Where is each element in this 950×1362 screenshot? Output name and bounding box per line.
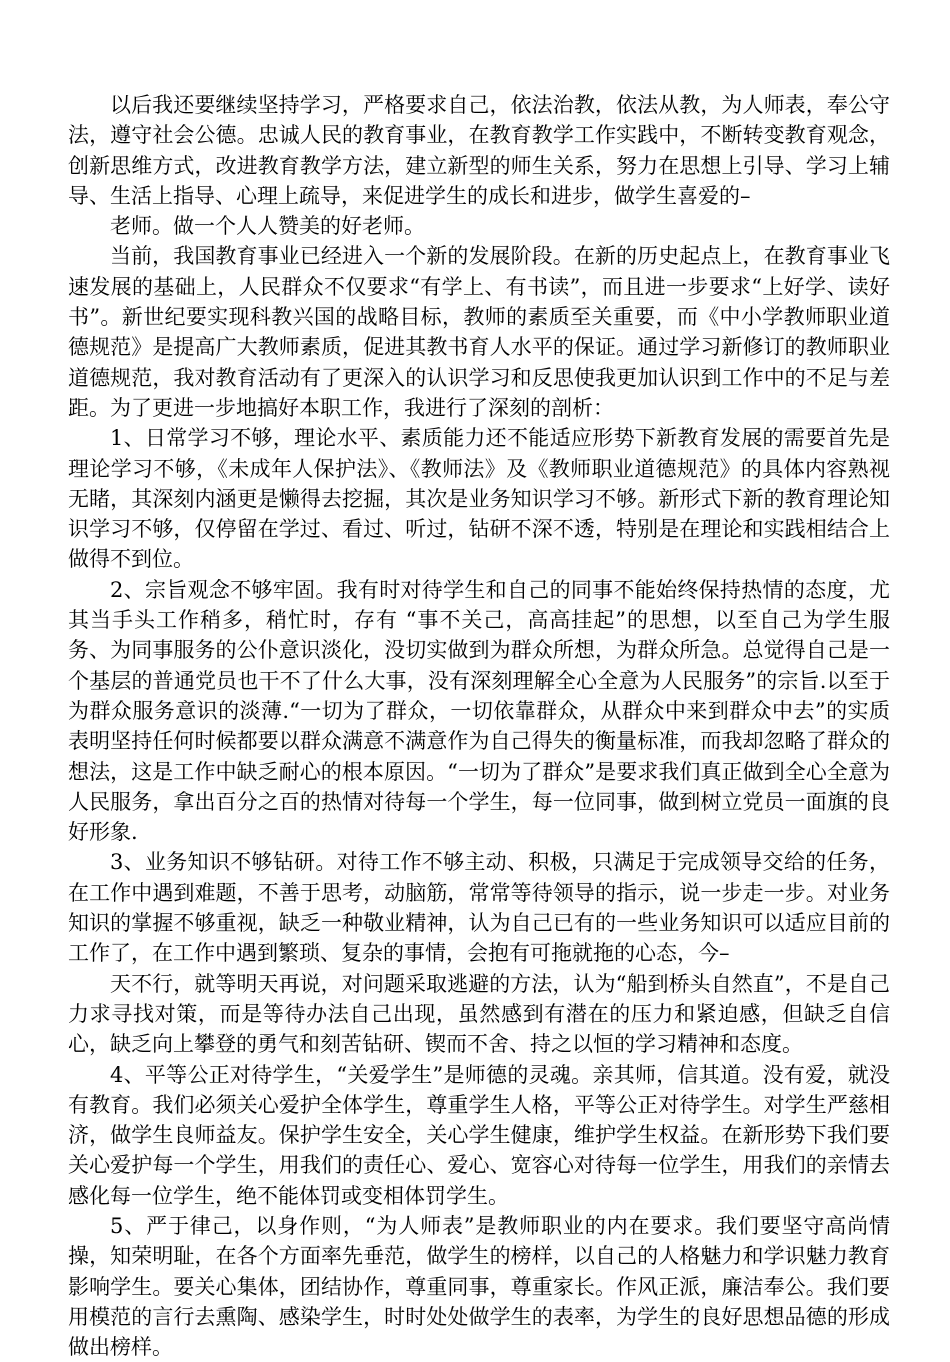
paragraph-point-1: 1、日常学习不够，理论水平、素质能力还不能适应形势下新教育发展的需要首先是理论学习不够，《未成年人保护法》、《教师法》及《教师职业道德规范》的具体内容熟视无睹，其深刻内涵更是懒得去挖掘，其次是业务知识学习不够。新形式下新的教育理论知识学习不够，仅停留在学过、看过、听过，钻研不深不透，特别是在理论和实践相结合上做得不到位。: [68, 426, 890, 572]
paragraph-good-teacher: 老师。做一个人人赞美的好老师。: [110, 214, 425, 239]
paragraph-continue-learning: 以后我还要继续坚持学习，严格要求自己，依法治教，依法从教，为人师表，奉公守法，遵守社会公德。忠诚人民的教育事业，在教育教学工作实践中，不断转变教育观念，创新思维方式，改进教育教学方法，建立新型的师生关系，努力在思想上引导、学习上辅导、生活上指导、心理上疏导，来促进学生的成长和进步，做学生喜爱的–: [68, 93, 890, 208]
paragraph-point-5: 5、严于律己，以身作则，“为人师表”是教师职业的内在要求。我们要坚守高尚情操，知荣明耻，在各个方面率先垂范，做学生的榜样，以自己的人格魅力和学识魅力教育影响学生。要关心集体，团结协作，尊重同事，尊重家长。作风正派，廉洁奉公。我们要用模范的言行去熏陶、感染学生，时时处处做学生的表率，为学生的良好思想品德的形成做出榜样。: [68, 1213, 890, 1360]
paragraph-new-stage: 当前，我国教育事业已经进入一个新的发展阶段。在新的历史起点上，在教育事业飞速发展的基础上，人民群众不仅要求“有学上、有书读”，而且进一步要求“上好学、读好书”。新世纪要实现科教兴国的战略目标，教师的素质至关重要，而《中小学教师职业道德规范》是提高广大教师素质，促进其教书育人水平的保证。通过学习新修订的教师职业道德规范，我对教育活动有了更深入的认识学习和反思使我更加认识到工作中的不足与差距。为了更进一步地搞好本职工作，我进行了深刻的剖析：: [68, 244, 890, 420]
paragraph-point-3-continued: 天不行，就等明天再说，对问题采取逃避的方法，认为“船到桥头自然直”，不是自己力求寻找对策，而是等待办法自己出现，虽然感到有潜在的压力和紧迫感，但缺乏自信心，缺乏向上攀登的勇气和刻苦钻研、锲而不舍、持之以恒的学习精神和态度。: [68, 971, 890, 1057]
paragraph-point-2: 2、宗旨观念不够牢固。我有时对待学生和自己的同事不能始终保持热情的态度，尤其当手头工作稍多，稍忙时，存有 “事不关己，高高挂起”的思想，以至自己为学生服务、为同事服务的公仆意识淡化，没切实做到为群众所想，为群众所急。总觉得自己是一个基层的普通党员也干不了什么大事，没有深刻理解全心全意为人民服务”的宗旨.以至于为群众服务意识的淡薄.“一切为了群众，一切依靠群众，从群众中来到群众中去”的实质表明坚持任何时候都要以群众满意不满意作为自己得失的衡量标准，而我却忽略了群众的想法，这是工作中缺乏耐心的根本原因。“一切为了群众”是要求我们真正做到全心全意为人民服务，拿出百分之百的热情对待每一个学生，每一位同事，做到树立党员一面旗的良好形象.: [68, 577, 890, 845]
paragraph-point-4: 4、平等公正对待学生，“关爱学生”是师德的灵魂。亲其师，信其道。没有爱，就没有教育。我们必须关心爱护全体学生，尊重学生人格，平等公正对待学生。对学生严慈相济，做学生良师益友。保护学生安全，关心学生健康，维护学生权益。在新形势下我们要关心爱护每一个学生，用我们的责任心、爱心、宽容心对待每一位学生，用我们的亲情去感化每一位学生，绝不能体罚或变相体罚学生。: [68, 1062, 890, 1208]
document-page: [68, 90, 890, 1362]
paragraph-point-3: 3、业务知识不够钻研。对待工作不够主动、积极，只满足于完成领导交给的任务，在工作中遇到难题，不善于思考，动脑筋，常常等待领导的指示，说一步走一步。对业务知识的掌握不够重视，缺乏一种敬业精神，认为自己已有的一些业务知识可以适应目前的工作了，在工作中遇到繁琐、复杂的事情，会抱有可拖就拖的心态，今–: [68, 850, 890, 966]
